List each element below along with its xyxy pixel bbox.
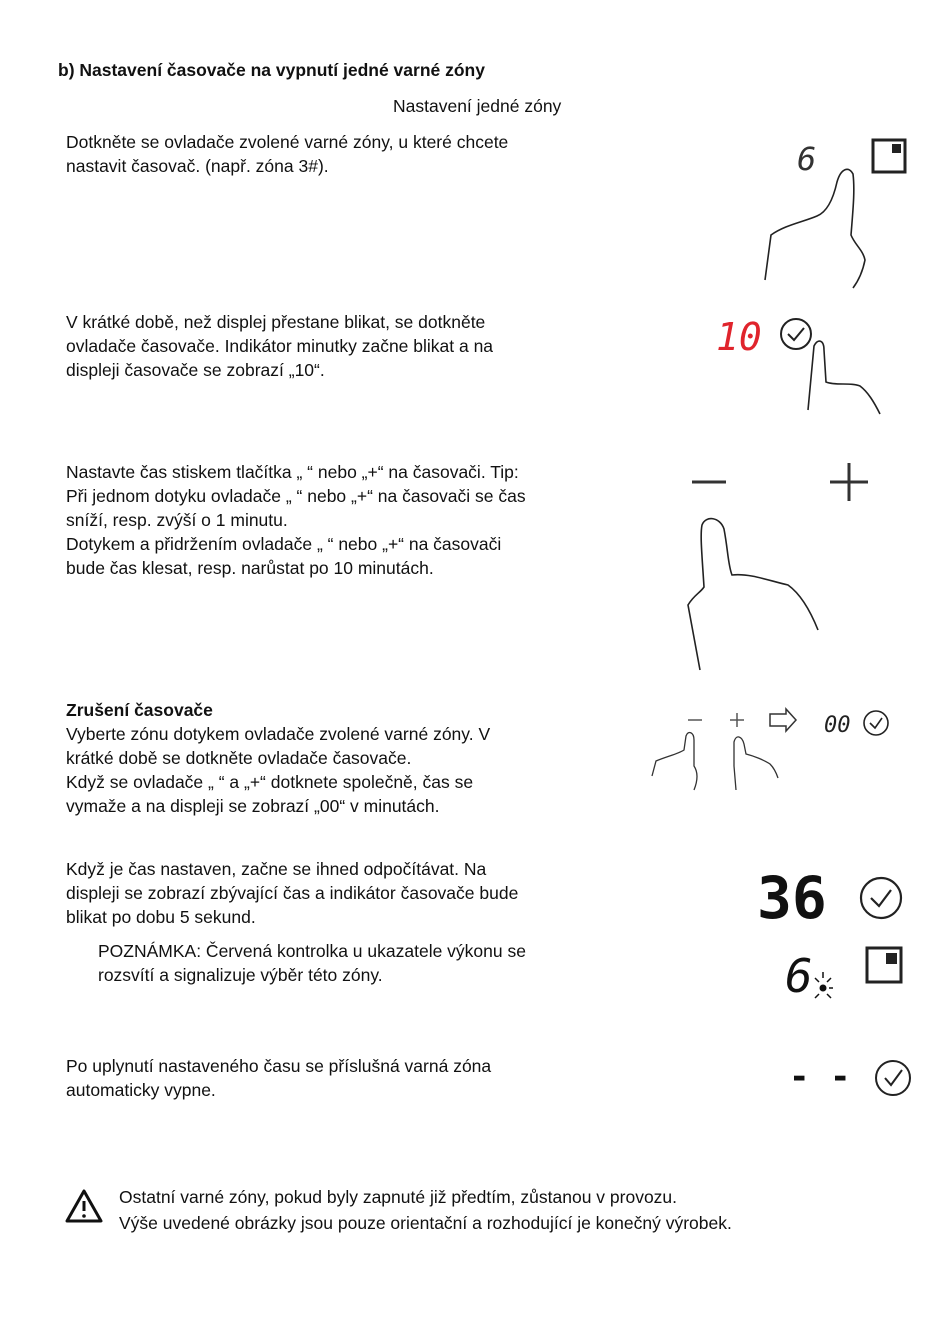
zone-power-display: 6 bbox=[785, 949, 813, 1003]
finger-right-icon bbox=[734, 737, 778, 790]
step-line: blikat po dobu 5 sekund. bbox=[66, 907, 256, 927]
step-line: Dotkněte se ovladače zvolené varné zóny, u které chcete bbox=[66, 132, 509, 152]
step-line: displeji se zobrazí zbývající čas a indikátor časovače bude bbox=[66, 883, 519, 903]
step-line: Dotykem a přidržením ovladače „ “ nebo „+“ na časovači bbox=[66, 534, 502, 554]
note-line: rozsvítí a signalizuje výběr této zóny. bbox=[98, 965, 383, 985]
timer-icon bbox=[781, 319, 811, 349]
timer-icon bbox=[861, 878, 901, 918]
section-heading-text: b) Nastavení časovače na vypnutí jedné varné zóny bbox=[58, 60, 485, 80]
warning-text bbox=[119, 1184, 732, 1236]
step-line: nastavit časovač. (např. zóna 3#). bbox=[66, 156, 329, 176]
step-line: vymaže a na displeji se zobrazí „00“ v minutách. bbox=[66, 796, 440, 816]
zone-power-display: 6 bbox=[797, 140, 817, 178]
warning-triangle-icon bbox=[64, 1188, 104, 1224]
warning-line: Výše uvedené obrázky jsou pouze orientační a rozhodující je konečný výrobek. bbox=[119, 1213, 732, 1233]
step-line: ovladače časovače. Indikátor minutky začne blikat a na bbox=[66, 336, 494, 356]
step-line: Když se ovladače „ “ a „+“ dotknete společně, čas se bbox=[66, 772, 474, 792]
step-6-illustration bbox=[785, 1054, 915, 1104]
step-5-illustration bbox=[755, 860, 920, 1010]
step-line: displeji časovače se zobrazí „10“. bbox=[66, 360, 325, 380]
step-line: Po uplynutí nastaveného času se příslušná varná zóna bbox=[66, 1056, 492, 1076]
section-heading bbox=[58, 58, 485, 82]
timer-display: 10 bbox=[716, 315, 762, 359]
step-6-text bbox=[66, 1054, 626, 1102]
step-line: Nastavte čas stiskem tlačítka „ “ nebo „+“ na časovači. Tip: bbox=[66, 462, 519, 482]
step-line: V krátké době, než displej přestane blikat, se dotkněte bbox=[66, 312, 486, 332]
step-line: Vyberte zónu dotykem ovladače zvolené varné zóny. V bbox=[66, 724, 491, 744]
step-4-illustration bbox=[648, 706, 898, 796]
warning-line: Ostatní varné zóny, pokud byly zapnuté již předtím, zůstanou v provozu. bbox=[119, 1187, 678, 1207]
arrow-right-icon bbox=[770, 709, 796, 731]
zone-indicator-dot-icon bbox=[886, 953, 897, 964]
section-subheading-text: Nastavení jedné zóny bbox=[393, 96, 562, 116]
cancel-timer-title: Zrušení časovače bbox=[66, 700, 213, 720]
step-2-text bbox=[66, 310, 626, 382]
note-line: POZNÁMKA: Červená kontrolka u ukazatele výkonu se bbox=[98, 941, 526, 961]
timer-display: - - bbox=[789, 1057, 851, 1097]
finger-icon bbox=[808, 341, 880, 414]
finger-icon bbox=[765, 169, 865, 288]
timer-display: 00 bbox=[824, 713, 851, 738]
step-4-text bbox=[66, 698, 626, 818]
step-line: bude čas klesat, resp. narůstat po 10 minutách. bbox=[66, 558, 434, 578]
step-5-note bbox=[98, 939, 638, 987]
step-3-illustration bbox=[680, 455, 880, 680]
step-1-text bbox=[66, 130, 626, 178]
finger-icon bbox=[688, 519, 818, 670]
timer-icon bbox=[876, 1061, 910, 1095]
timer-check-icon bbox=[870, 718, 882, 728]
step-5-text bbox=[66, 857, 626, 929]
step-3-text bbox=[66, 460, 626, 580]
section-subheading bbox=[393, 94, 561, 118]
step-line: automaticky vypne. bbox=[66, 1080, 216, 1100]
timer-check-icon bbox=[871, 890, 891, 906]
step-line: krátké době se dotkněte ovladače časovače. bbox=[66, 748, 412, 768]
zone-active-indicator-icon bbox=[820, 985, 827, 992]
step-line: Když je čas nastaven, začne se ihned odpočítávat. Na bbox=[66, 859, 487, 879]
step-line: Při jednom dotyku ovladače „ “ nebo „+“ na časovači se čas bbox=[66, 486, 526, 506]
step-2-illustration bbox=[712, 310, 902, 425]
timer-check-icon bbox=[885, 1070, 902, 1085]
timer-display: 36 bbox=[757, 864, 827, 932]
step-1-illustration bbox=[755, 130, 920, 295]
step-line: sníží, resp. zvýší o 1 minutu. bbox=[66, 510, 288, 530]
finger-left-icon bbox=[652, 733, 697, 790]
zone-indicator-dot-icon bbox=[892, 144, 901, 153]
timer-icon bbox=[864, 711, 888, 735]
timer-check-icon bbox=[788, 328, 804, 340]
